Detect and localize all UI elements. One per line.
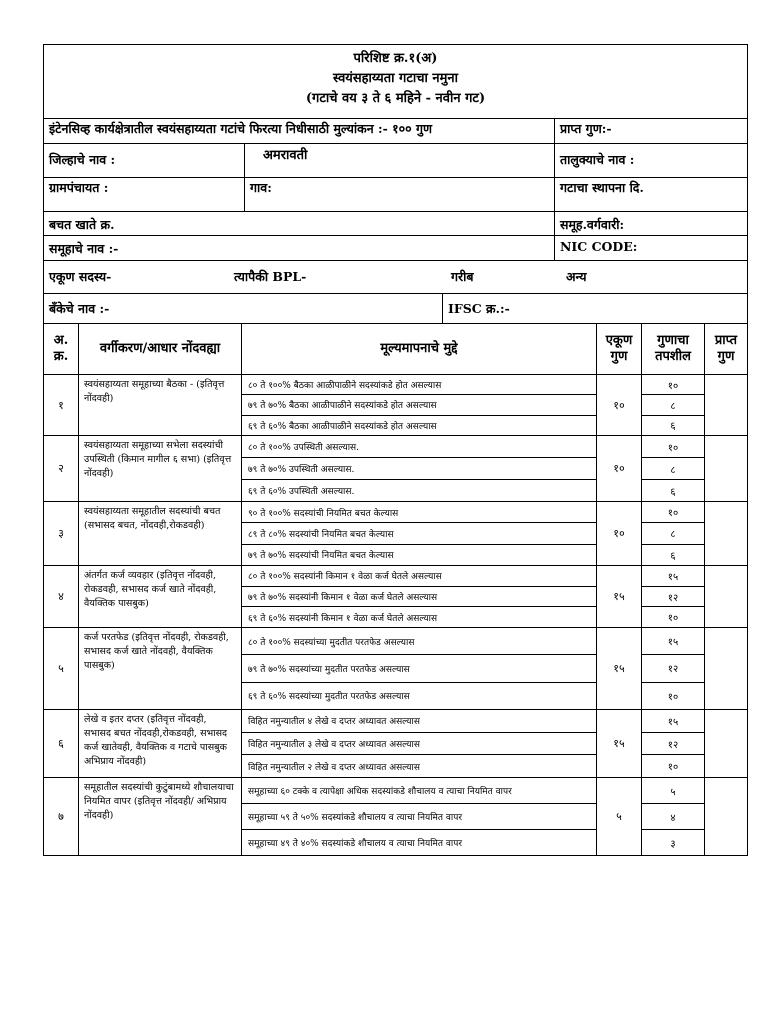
grampanchayat-label: ग्रामपंचायत : — [49, 180, 109, 195]
poor-label: गरीब — [451, 269, 474, 284]
row-criteria — [241, 502, 596, 565]
members-row — [44, 261, 747, 294]
row-obtained-marks — [704, 502, 747, 565]
ifsc-label: IFSC क्र.:- — [442, 294, 747, 323]
row-category: लेखे व इतर दप्तर (इतिवृत्त नोंदवही, सभासद बचत नोंदवही,रोकडवही, सभासद कर्ज खातेवही, वैयक्तिक व गटाचे पासबुक अभिप्राय नोंदवही) — [78, 710, 241, 777]
obtained-marks-label: प्राप्त गुण:- — [554, 119, 747, 143]
header-category: वर्गीकरण/आधार नोंदवह्या — [78, 324, 241, 374]
row-serial: २ — [58, 462, 64, 475]
criterion: ८० ते १००% सदस्यांनी किमान १ वेळा कर्ज घेतले असल्यास — [242, 566, 596, 587]
marks-detail-value: १० — [642, 502, 704, 523]
district-value: अमरावती — [244, 144, 554, 177]
criterion: ८० ते १००% बैठका आळीपाळीने सदस्यांकडे होत असल्यास — [242, 375, 596, 395]
criterion: ६९ ते ६०% सदस्यांच्या मुदतीत परतफेड असल्यास — [248, 692, 410, 703]
row-serial: ६ — [58, 737, 64, 750]
row-marks-detail — [641, 502, 704, 565]
marks-detail-value: ८ — [642, 523, 704, 544]
table-row — [44, 502, 747, 566]
table-row — [44, 566, 747, 628]
row-criteria — [241, 436, 596, 501]
criterion: ६९ ते ६०% बैठका आळीपाळीने सदस्यांकडे होत असल्यास — [248, 421, 437, 432]
criterion: विहित नमुन्यातील ४ लेखे व दप्तर अध्यावत असल्यास — [242, 710, 596, 733]
row-category: स्वयंसहाय्यता समूहाच्या सभेला सदस्यांची उपस्थिती (किमान मागील ६ सभा) (इतिवृत्त नोंदवही) — [78, 436, 241, 501]
bpl-label: त्यापैकी BPL- — [234, 269, 307, 284]
marks-detail-value: ५ — [642, 778, 704, 804]
header-serial: अ. क्र. — [53, 332, 69, 364]
savings-account-label: बचत खाते क्र. — [49, 217, 115, 232]
row-serial: ४ — [58, 590, 64, 603]
row-marks-detail — [641, 710, 704, 777]
row-serial: १ — [58, 398, 64, 412]
row-category: कर्ज परतफेड (इतिवृत्त नोंदवही, रोकडवही, सभासद कर्ज खाते नोंदवही, वैयक्तिक पासबुक) — [78, 628, 241, 709]
row-total-marks: १० — [596, 375, 641, 435]
marks-detail-value: १० — [667, 613, 679, 625]
criterion: ७९ ते ७०% सदस्यांनी किमान १ वेळा कर्ज घेतले असल्यास — [242, 587, 596, 608]
marks-detail-value: १५ — [642, 566, 704, 587]
header-criteria: मूल्यमापनाचे मुद्दे — [241, 324, 596, 374]
row-total-marks: १० — [596, 436, 641, 501]
row-total-marks: ५ — [596, 778, 641, 855]
marks-detail-value: १२ — [642, 733, 704, 756]
evaluation-row — [44, 119, 747, 144]
row-category: समूहातील सदस्यांची कुटुंबामध्ये शौचालयाचा नियमित वापर (इतिवृत्त नोंदवही/ अभिप्राय नोंदवही) — [78, 778, 241, 855]
criterion: ७९ ते ७०% उपस्थिती असल्यास. — [242, 458, 596, 480]
table-row — [44, 375, 747, 436]
total-members-label: एकूण सदस्य- — [49, 269, 112, 284]
district-label: जिल्हाचे नाव : — [49, 152, 116, 167]
marks-detail-value: १५ — [642, 710, 704, 733]
marks-detail-value: ६ — [670, 486, 676, 498]
table-row — [44, 436, 747, 502]
form-title: स्वयंसहाय्यता गटाचा नमुना — [333, 71, 458, 86]
appendix-number: परिशिष्ट क्र.१(अ) — [353, 51, 438, 66]
table-row — [44, 778, 747, 855]
marks-detail-value: १० — [667, 691, 679, 703]
row-total-marks: १० — [596, 502, 641, 565]
taluka-label: तालुक्याचे नाव : — [554, 144, 747, 177]
row-obtained-marks — [704, 566, 747, 627]
gram-row — [44, 178, 747, 212]
marks-detail-value: १० — [642, 375, 704, 395]
group-name-label: समूहाचे नाव :- — [49, 241, 119, 256]
marks-detail-value: ३ — [670, 838, 676, 850]
row-obtained-marks — [704, 710, 747, 777]
row-total-marks: १५ — [596, 628, 641, 709]
marks-detail-value: १० — [642, 436, 704, 458]
district-row — [44, 144, 747, 178]
marks-detail-value: ६ — [670, 421, 676, 433]
table-row — [44, 710, 747, 778]
header-obtained-marks: प्राप्त गुण — [704, 324, 747, 374]
criterion: ८० ते १००% सदस्यांच्या मुदतीत परतफेड असल्यास — [242, 628, 596, 655]
row-criteria — [241, 778, 596, 855]
row-obtained-marks — [704, 778, 747, 855]
row-obtained-marks — [704, 375, 747, 435]
form-subtitle: (गटाचे वय ३ ते ६ महिने - नवीन गट) — [305, 91, 486, 106]
header-total-marks: एकूण गुण — [596, 324, 641, 374]
bank-name-label: बँकेचे नाव :- — [49, 301, 110, 316]
marks-detail-value: १५ — [642, 628, 704, 655]
evaluation-text: इंटेनसिव्ह कार्यक्षेत्रातील स्वयंसहाय्यता गटांचे फिरत्या निधीसाठी मुल्यांकन :- १०० गुण — [49, 121, 433, 136]
group-category-label: समूह.वर्गवारी: — [554, 212, 747, 235]
criterion: विहित नमुन्यातील २ लेखे व दप्तर अध्यावत असल्यास — [248, 762, 420, 773]
nic-code-label: NIC CODE: — [554, 236, 747, 260]
criterion: विहित नमुन्यातील ३ लेखे व दप्तर अध्यावत असल्यास — [242, 733, 596, 756]
group-name-row — [44, 236, 747, 261]
criterion: समूहाच्या ५९ ते ५०% सदस्यांकडे शौचालय व त्याचा नियमित वापर — [242, 804, 596, 830]
establishment-date-label: गटाचा स्थापना दि. — [554, 178, 747, 211]
criterion: समूहाच्या ४९ ते ४०% सदस्यांकडे शौचालय व त्याचा नियमित वापर — [248, 839, 463, 849]
row-marks-detail — [641, 375, 704, 435]
header-marks-detail: गुणाचा तपशील — [641, 324, 704, 374]
marks-detail-value: ८ — [642, 458, 704, 480]
criterion: ७९ ते ७०% सदस्यांची नियमित बचत केल्यास — [248, 551, 394, 562]
row-criteria — [241, 628, 596, 709]
marks-detail-value: १० — [667, 762, 679, 774]
criterion: ८९ ते ८०% सदस्यांची नियमित बचत केल्यास — [242, 523, 596, 544]
bank-row — [44, 294, 747, 324]
row-criteria — [241, 566, 596, 627]
row-category: स्वयंसहाय्यता समूहाच्या बैठका - (इतिवृत्त नोंदवही) — [78, 375, 241, 435]
evaluation-table — [44, 324, 747, 855]
marks-detail-value: ८ — [642, 395, 704, 415]
table-body — [44, 375, 747, 855]
criterion: समूहाच्या ६० टक्के व त्यापेक्षा अधिक सदस्यांकडे शौचालय व त्याचा नियमित वापर — [242, 778, 596, 804]
row-total-marks: १५ — [596, 566, 641, 627]
row-total-marks: १५ — [596, 710, 641, 777]
row-category: अंतर्गत कर्ज व्यवहार (इतिवृत्त नोंदवही, रोकडवही, सभासद कर्ज खाते नोंदवही, वैयक्तिक पासबुक) — [78, 566, 241, 627]
village-label: गाव: — [244, 178, 554, 211]
row-serial: ३ — [58, 527, 64, 540]
table-header-row — [44, 324, 747, 375]
criterion: ६९ ते ६०% सदस्यांनी किमान १ वेळा कर्ज घेतले असल्यास — [248, 613, 438, 624]
marks-detail-value: १२ — [642, 587, 704, 608]
criterion: ७९ ते ७०% सदस्यांच्या मुदतीत परतफेड असल्यास — [242, 655, 596, 682]
row-criteria — [241, 710, 596, 777]
row-marks-detail — [641, 628, 704, 709]
form-sheet — [43, 44, 748, 856]
criterion: ६९ ते ६०% उपस्थिती असल्यास. — [248, 487, 355, 497]
row-category: स्वयंसहाय्यता समूहातील सदस्यांची बचत (सभासद बचत, नोंदवही,रोकडवही) — [78, 502, 241, 565]
marks-detail-value: ४ — [642, 804, 704, 830]
row-marks-detail — [641, 566, 704, 627]
row-obtained-marks — [704, 628, 747, 709]
row-marks-detail — [641, 778, 704, 855]
row-criteria — [241, 375, 596, 435]
row-marks-detail — [641, 436, 704, 501]
row-serial: ५ — [58, 662, 64, 675]
criterion: ७९ ते ७०% बैठका आळीपाळीने सदस्यांकडे होत असल्यास — [242, 395, 596, 415]
other-label: अन्य — [566, 269, 587, 284]
criterion: ९० ते १००% सदस्यांची नियमित बचत केल्यास — [242, 502, 596, 523]
form-title-block — [44, 45, 747, 119]
criterion: ८० ते १००% उपस्थिती असल्यास. — [242, 436, 596, 458]
row-obtained-marks — [704, 436, 747, 501]
marks-detail-value: ६ — [670, 550, 676, 562]
account-row — [44, 212, 747, 236]
marks-detail-value: १२ — [642, 655, 704, 682]
row-serial: ७ — [58, 810, 64, 823]
table-row — [44, 628, 747, 710]
